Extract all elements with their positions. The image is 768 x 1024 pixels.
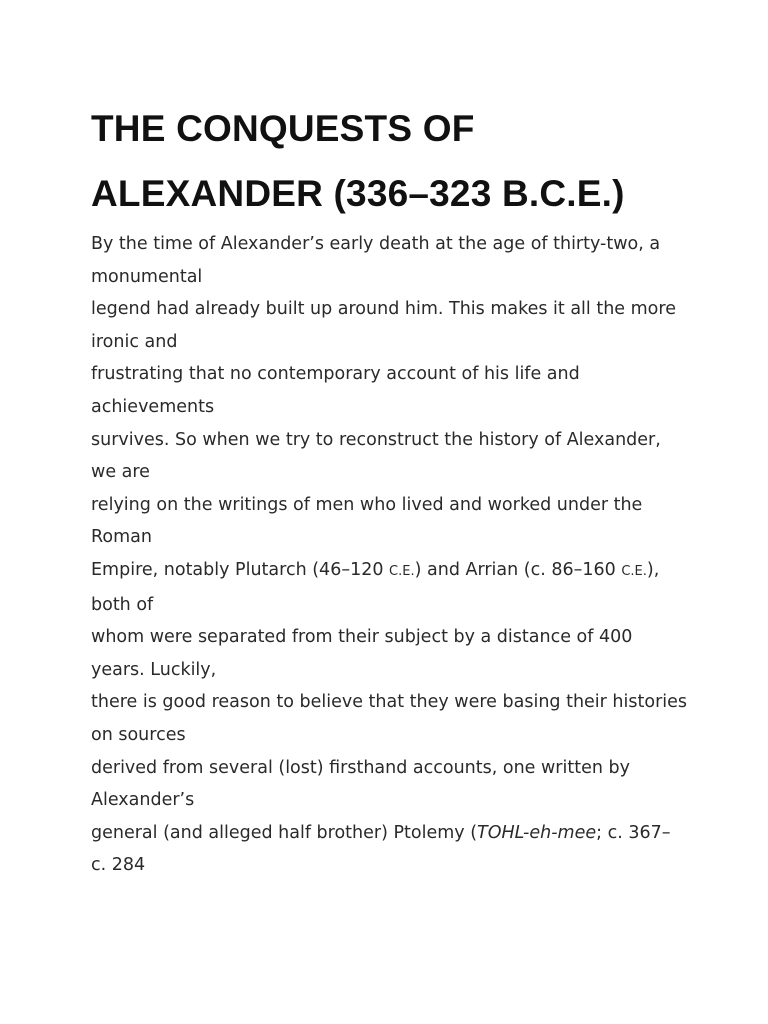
title-line: THE CONQUESTS OF: [91, 108, 475, 149]
title-line: ALEXANDER (336–323 B.C.E.): [91, 173, 625, 214]
text-line: legend had already built up around him. This makes it all the more: [91, 299, 676, 320]
text-line: derived from several (lost) firsthand accounts, one written by: [91, 757, 630, 778]
text-line: By the time of Alexander’s early death at the age of thirty-two, a: [91, 234, 661, 254]
text-fragment: ) and Arrian (c. 86–160: [414, 559, 622, 580]
text-line: both of: [91, 594, 154, 615]
text-line: monumental: [91, 266, 203, 287]
text-line: Alexander’s: [91, 790, 195, 811]
text-line: [91, 554, 691, 589]
text-line: relying on the writings of men who lived and worked under the: [91, 494, 643, 515]
era-abbreviation: C.E.: [389, 563, 415, 579]
text-line: [91, 817, 691, 850]
text-line: ironic and: [91, 331, 178, 352]
text-line: we are: [91, 462, 150, 483]
document-title: [91, 96, 691, 226]
text-line: on sources: [91, 724, 186, 745]
text-fragment: ),: [646, 559, 660, 580]
era-abbreviation: C.E.: [621, 563, 647, 579]
text-line: Roman: [91, 527, 152, 548]
text-fragment: ; c. 367–: [596, 822, 671, 843]
text-line: frustrating that no contemporary account of his life and: [91, 364, 580, 385]
text-fragment: general (and alleged half brother) Ptolemy (: [91, 822, 478, 843]
text-line: survives. So when we try to reconstruct the history of Alexander,: [91, 429, 661, 450]
text-line: whom were separated from their subject by a distance of 400: [91, 627, 633, 648]
document-page: [91, 96, 691, 882]
text-line: there is good reason to believe that they were basing their histories: [91, 692, 688, 713]
pronunciation-guide: TOHL-eh-mee: [477, 822, 597, 843]
text-line: years. Luckily,: [91, 659, 217, 680]
text-line: c. 284: [91, 855, 146, 876]
body-paragraph: [91, 228, 691, 882]
text-fragment: Empire, notably Plutarch (46–120: [91, 559, 390, 580]
text-line: achievements: [91, 396, 215, 417]
